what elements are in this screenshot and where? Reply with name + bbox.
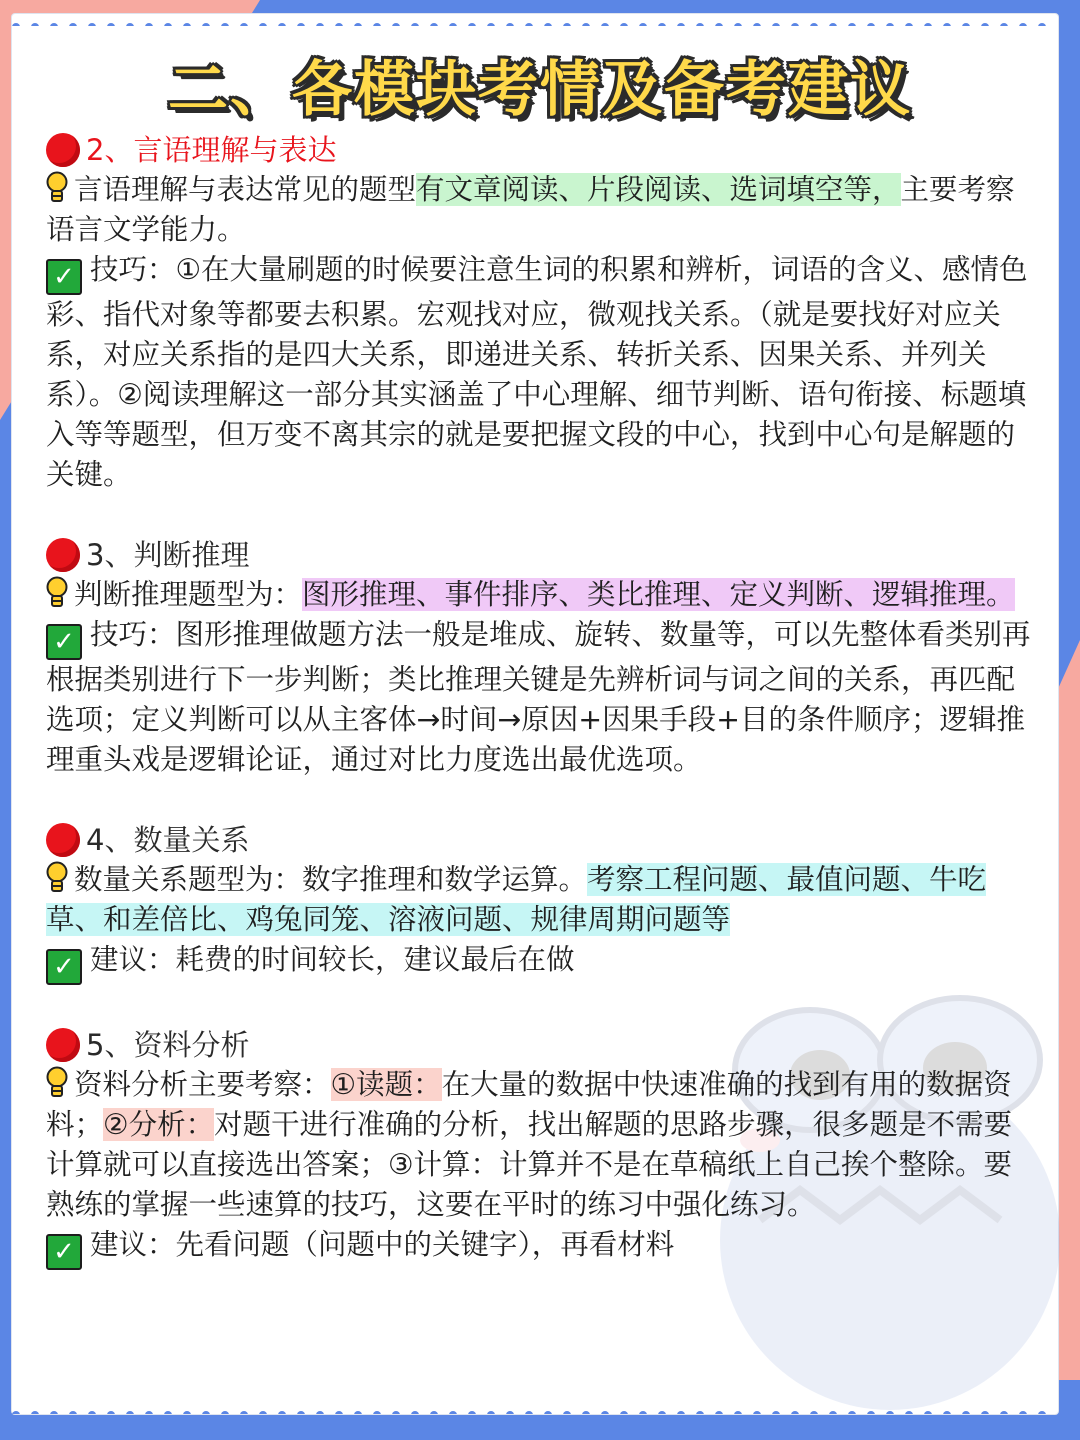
intro-text: 言语理解与表达常见的题型 bbox=[74, 173, 417, 206]
perforation-hole bbox=[221, 1411, 229, 1414]
tip-text: 技巧：①在大量刷题的时候要注意生词的积累和辨析，词语的含义、感情色彩、指代对象等都要去积累。宏观找对应，微观找关系。（就是要找好对应关系，对应关系指的是四大关系，即递进关系、转折关系、因果关系、并列关系）。②阅读理解这一部分其实涵盖了中心理解、细节判断、语句衔接、标题填入等等题型，但万变不离其宗的就是要把握文段的中心，找到中心句是解题的关键。 bbox=[46, 253, 1028, 491]
perforation-hole bbox=[449, 23, 457, 26]
red-dot-icon bbox=[46, 823, 80, 857]
section-heading bbox=[46, 130, 1036, 170]
perforation-hole bbox=[772, 23, 780, 26]
lightbulb-icon bbox=[46, 1066, 68, 1100]
perforation-hole bbox=[601, 1411, 609, 1414]
section-verbal bbox=[46, 130, 1036, 495]
perforation-hole bbox=[297, 1411, 305, 1414]
perforation-hole bbox=[297, 23, 305, 26]
perforation-hole bbox=[373, 1411, 381, 1414]
perforation-hole bbox=[506, 1411, 514, 1414]
perforation-hole bbox=[50, 1411, 58, 1414]
top-perforation bbox=[12, 16, 1058, 26]
heading-text: 3、判断推理 bbox=[86, 538, 250, 572]
red-dot-icon bbox=[46, 1028, 80, 1062]
intro-text: 资料分析主要考察： bbox=[74, 1068, 331, 1101]
perforation-hole bbox=[525, 1411, 533, 1414]
perforation-hole bbox=[924, 23, 932, 26]
perforation-hole bbox=[88, 23, 96, 26]
perforation-hole bbox=[145, 23, 153, 26]
perforation-hole bbox=[126, 23, 134, 26]
perforation-hole bbox=[620, 23, 628, 26]
perforation-hole bbox=[240, 23, 248, 26]
perforation-hole bbox=[278, 1411, 286, 1414]
perforation-hole bbox=[639, 1411, 647, 1414]
perforation-hole bbox=[31, 23, 39, 26]
perforation-hole bbox=[164, 23, 172, 26]
section-data-analysis bbox=[46, 1025, 1036, 1270]
perforation-hole bbox=[677, 23, 685, 26]
tip-paragraph bbox=[46, 1225, 1036, 1270]
perforation-hole bbox=[563, 23, 571, 26]
perforation-hole bbox=[335, 23, 343, 26]
perforation-hole bbox=[145, 1411, 153, 1414]
intro-text: 数量关系题型为：数字推理和数学运算。 bbox=[74, 863, 588, 896]
perforation-hole bbox=[886, 23, 894, 26]
intro-paragraph bbox=[46, 1065, 1036, 1225]
highlight-text: 有文章阅读、片段阅读、选词填空等， bbox=[416, 173, 901, 206]
perforation-hole bbox=[1038, 23, 1046, 26]
perforation-hole bbox=[69, 1411, 77, 1414]
intro-text-end: 主要考察语言文学能力。 bbox=[46, 173, 1015, 246]
perforation-hole bbox=[183, 23, 191, 26]
perforation-hole bbox=[620, 1411, 628, 1414]
perforation-hole bbox=[278, 23, 286, 26]
perforation-hole bbox=[810, 23, 818, 26]
perforation-hole bbox=[487, 1411, 495, 1414]
perforation-hole bbox=[658, 1411, 666, 1414]
perforation-hole bbox=[411, 1411, 419, 1414]
perforation-hole bbox=[373, 23, 381, 26]
perforation-hole bbox=[1019, 23, 1027, 26]
perforation-hole bbox=[962, 23, 970, 26]
lightbulb-icon bbox=[46, 576, 68, 610]
perforation-hole bbox=[905, 23, 913, 26]
perforation-hole bbox=[867, 23, 875, 26]
perforation-hole bbox=[12, 23, 20, 26]
perforation-hole bbox=[354, 23, 362, 26]
perforation-hole bbox=[411, 23, 419, 26]
tip-text: 技巧：图形推理做题方法一般是堆成、旋转、数量等，可以先整体看类别再根据类别进行下一步判断；类比推理关键是先辨析词与词之间的关系，再匹配选项；定义判断可以从主客体→时间→原因+因果手段+目的条件顺序；逻辑推理重头戏是逻辑论证，通过对比力度选出最优选项。 bbox=[46, 618, 1031, 776]
perforation-hole bbox=[316, 23, 324, 26]
section-reasoning bbox=[46, 535, 1036, 780]
body-text-2: 对题干进行准确的分析，找出解题的思路步骤，很多题是不需要计算就可以直接选出答案；③计算：计算并不是在草稿纸上自己挨个整除。要熟练的掌握一些速算的技巧，这要在平时的练习中强化练习。 bbox=[46, 1108, 1013, 1221]
tip-paragraph bbox=[46, 940, 1036, 985]
perforation-hole bbox=[354, 1411, 362, 1414]
perforation-hole bbox=[392, 1411, 400, 1414]
perforation-hole bbox=[12, 1411, 20, 1414]
intro-paragraph bbox=[46, 575, 1036, 615]
perforation-hole bbox=[69, 23, 77, 26]
body-text-1: 在大量的数据中快速准确的找到有用的数据资料； bbox=[46, 1068, 1012, 1141]
perforation-hole bbox=[107, 23, 115, 26]
section-heading bbox=[46, 820, 1036, 860]
intro-paragraph bbox=[46, 170, 1036, 250]
perforation-hole bbox=[468, 23, 476, 26]
intro-paragraph bbox=[46, 860, 1036, 940]
perforation-hole bbox=[164, 1411, 172, 1414]
perforation-hole bbox=[981, 23, 989, 26]
perforation-hole bbox=[544, 23, 552, 26]
heading-text: 4、数量关系 bbox=[86, 823, 250, 857]
content bbox=[46, 130, 1036, 1310]
perforation-hole bbox=[525, 23, 533, 26]
check-box-icon: ✓ bbox=[46, 624, 82, 660]
perforation-hole bbox=[259, 23, 267, 26]
perforation-hole bbox=[221, 23, 229, 26]
perforation-hole bbox=[677, 1411, 685, 1414]
perforation-hole bbox=[259, 1411, 267, 1414]
perforation-hole bbox=[1000, 23, 1008, 26]
perforation-hole bbox=[468, 1411, 476, 1414]
perforation-hole bbox=[50, 23, 58, 26]
red-dot-icon bbox=[46, 538, 80, 572]
check-box-icon: ✓ bbox=[46, 1234, 82, 1270]
perforation-hole bbox=[316, 1411, 324, 1414]
perforation-hole bbox=[487, 23, 495, 26]
perforation-hole bbox=[506, 23, 514, 26]
perforation-hole bbox=[639, 23, 647, 26]
tip-text: 建议：先看问题（问题中的关键字），再看材料 bbox=[90, 1228, 675, 1261]
perforation-hole bbox=[848, 23, 856, 26]
tip-paragraph bbox=[46, 615, 1036, 780]
section-heading bbox=[46, 535, 1036, 575]
check-box-icon: ✓ bbox=[46, 259, 82, 295]
section-quantitative bbox=[46, 820, 1036, 985]
perforation-hole bbox=[126, 1411, 134, 1414]
perforation-hole bbox=[563, 1411, 571, 1414]
tip-paragraph bbox=[46, 250, 1036, 495]
highlight-read: ①读题： bbox=[330, 1068, 442, 1101]
perforation-hole bbox=[829, 23, 837, 26]
perforation-hole bbox=[430, 1411, 438, 1414]
tip-text: 建议：耗费的时间较长，建议最后在做 bbox=[90, 943, 575, 976]
perforation-hole bbox=[240, 1411, 248, 1414]
highlight-text: 图形推理、事件排序、类比推理、定义判断、逻辑推理。 bbox=[302, 578, 1015, 611]
perforation-hole bbox=[449, 1411, 457, 1414]
perforation-hole bbox=[791, 23, 799, 26]
check-box-icon: ✓ bbox=[46, 949, 82, 985]
perforation-hole bbox=[601, 23, 609, 26]
perforation-hole bbox=[202, 23, 210, 26]
lightbulb-icon bbox=[46, 861, 68, 895]
red-dot-icon bbox=[46, 133, 80, 167]
perforation-hole bbox=[335, 1411, 343, 1414]
perforation-hole bbox=[202, 1411, 210, 1414]
lightbulb-icon bbox=[46, 171, 68, 205]
highlight-analyze: ②分析： bbox=[103, 1108, 215, 1141]
perforation-hole bbox=[107, 1411, 115, 1414]
perforation-hole bbox=[430, 23, 438, 26]
perforation-hole bbox=[715, 23, 723, 26]
heading-text: 2、言语理解与表达 bbox=[86, 133, 337, 167]
perforation-hole bbox=[88, 1411, 96, 1414]
section-heading bbox=[46, 1025, 1036, 1065]
perforation-hole bbox=[31, 1411, 39, 1414]
perforation-hole bbox=[753, 23, 761, 26]
perforation-hole bbox=[943, 23, 951, 26]
heading-text: 5、资料分析 bbox=[86, 1028, 250, 1062]
intro-text: 判断推理题型为： bbox=[74, 578, 303, 611]
page-title: 二、各模块考情及备考建议 bbox=[168, 55, 912, 125]
highlight-text: 考察工程问题、最值问题、牛吃草、和差倍比、鸡兔同笼、溶液问题、规律周期问题等 bbox=[46, 863, 987, 936]
perforation-hole bbox=[658, 23, 666, 26]
perforation-hole bbox=[582, 1411, 590, 1414]
perforation-hole bbox=[734, 23, 742, 26]
perforation-hole bbox=[582, 23, 590, 26]
perforation-hole bbox=[696, 23, 704, 26]
perforation-hole bbox=[544, 1411, 552, 1414]
perforation-hole bbox=[183, 1411, 191, 1414]
perforation-hole bbox=[392, 23, 400, 26]
